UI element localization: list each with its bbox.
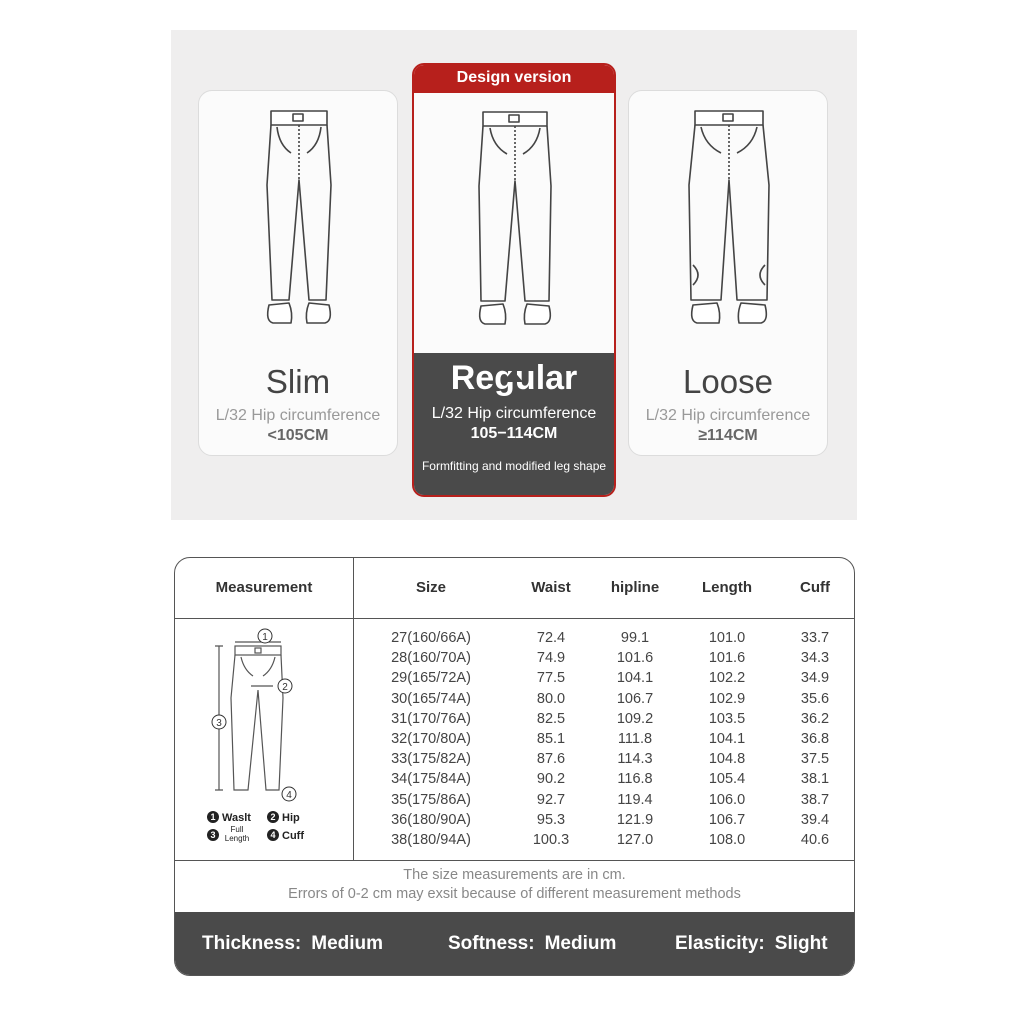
table-row — [353, 749, 855, 769]
feature-elasticity — [675, 912, 828, 975]
cell-waist: 82.5 — [536, 710, 566, 727]
feature-value: Medium — [544, 933, 617, 954]
cell-cuff: 34.9 — [800, 670, 830, 687]
slim-pants-illustration — [249, 105, 349, 335]
cell-size: 36(180/90A) — [391, 811, 471, 828]
cell-length: 108.0 — [708, 831, 746, 848]
cell-cuff: 38.7 — [800, 791, 830, 808]
fit-metric: L/32 Hip circumference — [215, 407, 381, 424]
error-note: Errors of 0-2 cm may exsit because of different measurement methods — [288, 886, 741, 902]
legend-waist: Waslt — [222, 812, 251, 824]
cell-waist: 87.6 — [536, 751, 566, 768]
measurement-diagram — [203, 628, 327, 850]
cell-cuff: 33.7 — [800, 630, 830, 646]
table-row — [353, 769, 855, 789]
cell-hip: 116.8 — [617, 771, 653, 788]
feature-value: Medium — [311, 933, 384, 954]
cell-cuff: 38.1 — [800, 771, 830, 788]
cell-hip: 101.6 — [616, 650, 654, 667]
marker-length: 3 — [216, 718, 222, 729]
cell-size: 38(180/94A) — [391, 831, 471, 848]
cell-hip: 114.3 — [617, 751, 653, 768]
cell-waist: 85.1 — [536, 730, 566, 747]
notes-divider — [175, 860, 854, 861]
cell-size: 35(175/86A) — [391, 791, 471, 808]
cell-hip: 106.7 — [616, 690, 654, 707]
cell-length: 101.0 — [708, 630, 746, 646]
fit-range: <105CM — [267, 427, 329, 444]
cell-waist: 74.9 — [536, 650, 566, 667]
header-length: Length — [702, 579, 752, 596]
cell-cuff: 36.8 — [800, 730, 830, 747]
legend-number-4: 4 — [270, 830, 276, 840]
cell-hip: 111.8 — [617, 730, 653, 747]
cell-hip: 119.4 — [617, 791, 653, 808]
legend-number-1: 1 — [210, 812, 216, 822]
cell-cuff: 35.6 — [800, 690, 830, 707]
legend-hip: Hip — [282, 812, 300, 824]
fit-card-slim — [198, 90, 398, 456]
cell-length: 101.6 — [708, 650, 746, 667]
feature-value: Slight — [774, 933, 828, 954]
table-row — [353, 668, 855, 688]
cell-waist: 72.4 — [536, 630, 566, 646]
cell-hip: 127.0 — [616, 831, 654, 848]
table-row — [353, 810, 855, 830]
cell-cuff: 40.6 — [800, 831, 830, 848]
marker-waist: 1 — [262, 632, 268, 643]
table-row — [353, 830, 855, 850]
legend-number-3: 3 — [210, 830, 216, 840]
fit-comparison-panel — [171, 30, 857, 520]
cell-hip: 99.1 — [620, 630, 650, 646]
loose-pants-illustration — [679, 105, 779, 335]
cell-hip: 121.9 — [616, 811, 654, 828]
cell-size: 28(160/70A) — [391, 650, 471, 667]
cell-size: 29(165/72A) — [391, 670, 471, 687]
marker-hip: 2 — [282, 682, 288, 693]
legend-length-line2: Length — [224, 834, 250, 843]
feature-thickness — [202, 912, 383, 975]
fit-range: 105−114CM — [470, 425, 558, 442]
fit-name: Regular — [450, 359, 578, 397]
fit-metric: L/32 Hip circumference — [431, 405, 597, 422]
cell-size: 34(175/84A) — [391, 771, 471, 788]
design-version-banner: Design version — [414, 65, 614, 93]
cell-hip: 104.1 — [616, 670, 654, 687]
header-hipline: hipline — [610, 579, 660, 596]
cell-cuff: 37.5 — [800, 751, 830, 768]
fit-name: Loose — [683, 363, 773, 400]
marker-cuff: 4 — [286, 790, 292, 801]
cell-size: 32(170/80A) — [391, 730, 471, 747]
cell-size: 30(165/74A) — [391, 690, 471, 707]
cell-length: 103.5 — [708, 710, 746, 727]
fit-note: Formfitting and modified leg shape — [421, 459, 607, 473]
cell-waist: 92.7 — [536, 791, 566, 808]
header-divider — [175, 618, 854, 619]
measurement-note: The size measurements are in cm. — [403, 867, 626, 883]
table-row — [353, 729, 855, 749]
header-waist: Waist — [531, 579, 571, 596]
cell-size: 31(170/76A) — [391, 710, 471, 727]
fit-metric: L/32 Hip circumference — [645, 407, 811, 424]
cell-waist: 80.0 — [536, 690, 566, 707]
cell-waist: 95.3 — [536, 811, 566, 828]
table-row — [353, 689, 855, 709]
table-row — [353, 709, 855, 729]
cell-length: 104.8 — [708, 751, 746, 768]
table-row — [353, 648, 855, 668]
cell-waist: 90.2 — [536, 771, 566, 788]
cell-length: 106.0 — [708, 791, 746, 808]
table-row — [353, 628, 855, 648]
regular-pants-illustration — [465, 106, 565, 336]
cell-hip: 109.2 — [616, 710, 654, 727]
cell-length: 102.9 — [708, 690, 746, 707]
fit-card-regular — [412, 63, 616, 497]
selected-pointer — [503, 370, 523, 382]
feature-label: Thickness: — [202, 933, 302, 954]
cell-cuff: 36.2 — [800, 710, 830, 727]
fabric-features-bar — [175, 912, 854, 975]
size-rows — [353, 628, 855, 850]
legend-length-line1: Full — [230, 825, 244, 834]
fit-card-loose — [628, 90, 828, 456]
feature-softness — [448, 912, 616, 975]
cell-waist: 77.5 — [536, 670, 566, 687]
cell-size: 33(175/82A) — [391, 751, 471, 768]
header-size: Size — [415, 579, 446, 596]
table-row — [353, 790, 855, 810]
cell-length: 105.4 — [708, 771, 746, 788]
legend-cuff: Cuff — [282, 830, 304, 842]
cell-length: 104.1 — [708, 730, 746, 747]
header-cuff: Cuff — [800, 579, 830, 596]
cell-cuff: 39.4 — [800, 811, 830, 828]
cell-size: 27(160/66A) — [391, 630, 471, 646]
legend-number-2: 2 — [270, 812, 276, 822]
feature-label: Softness: — [448, 933, 535, 954]
fit-name: Slim — [265, 363, 331, 400]
cell-waist: 100.3 — [532, 831, 570, 848]
cell-cuff: 34.3 — [800, 650, 830, 667]
cell-length: 106.7 — [708, 811, 746, 828]
cell-length: 102.2 — [708, 670, 746, 687]
size-chart-table — [174, 557, 855, 976]
feature-label: Elasticity: — [675, 933, 765, 954]
fit-range: ≥114CM — [698, 427, 758, 444]
header-measurement: Measurement — [215, 579, 313, 596]
